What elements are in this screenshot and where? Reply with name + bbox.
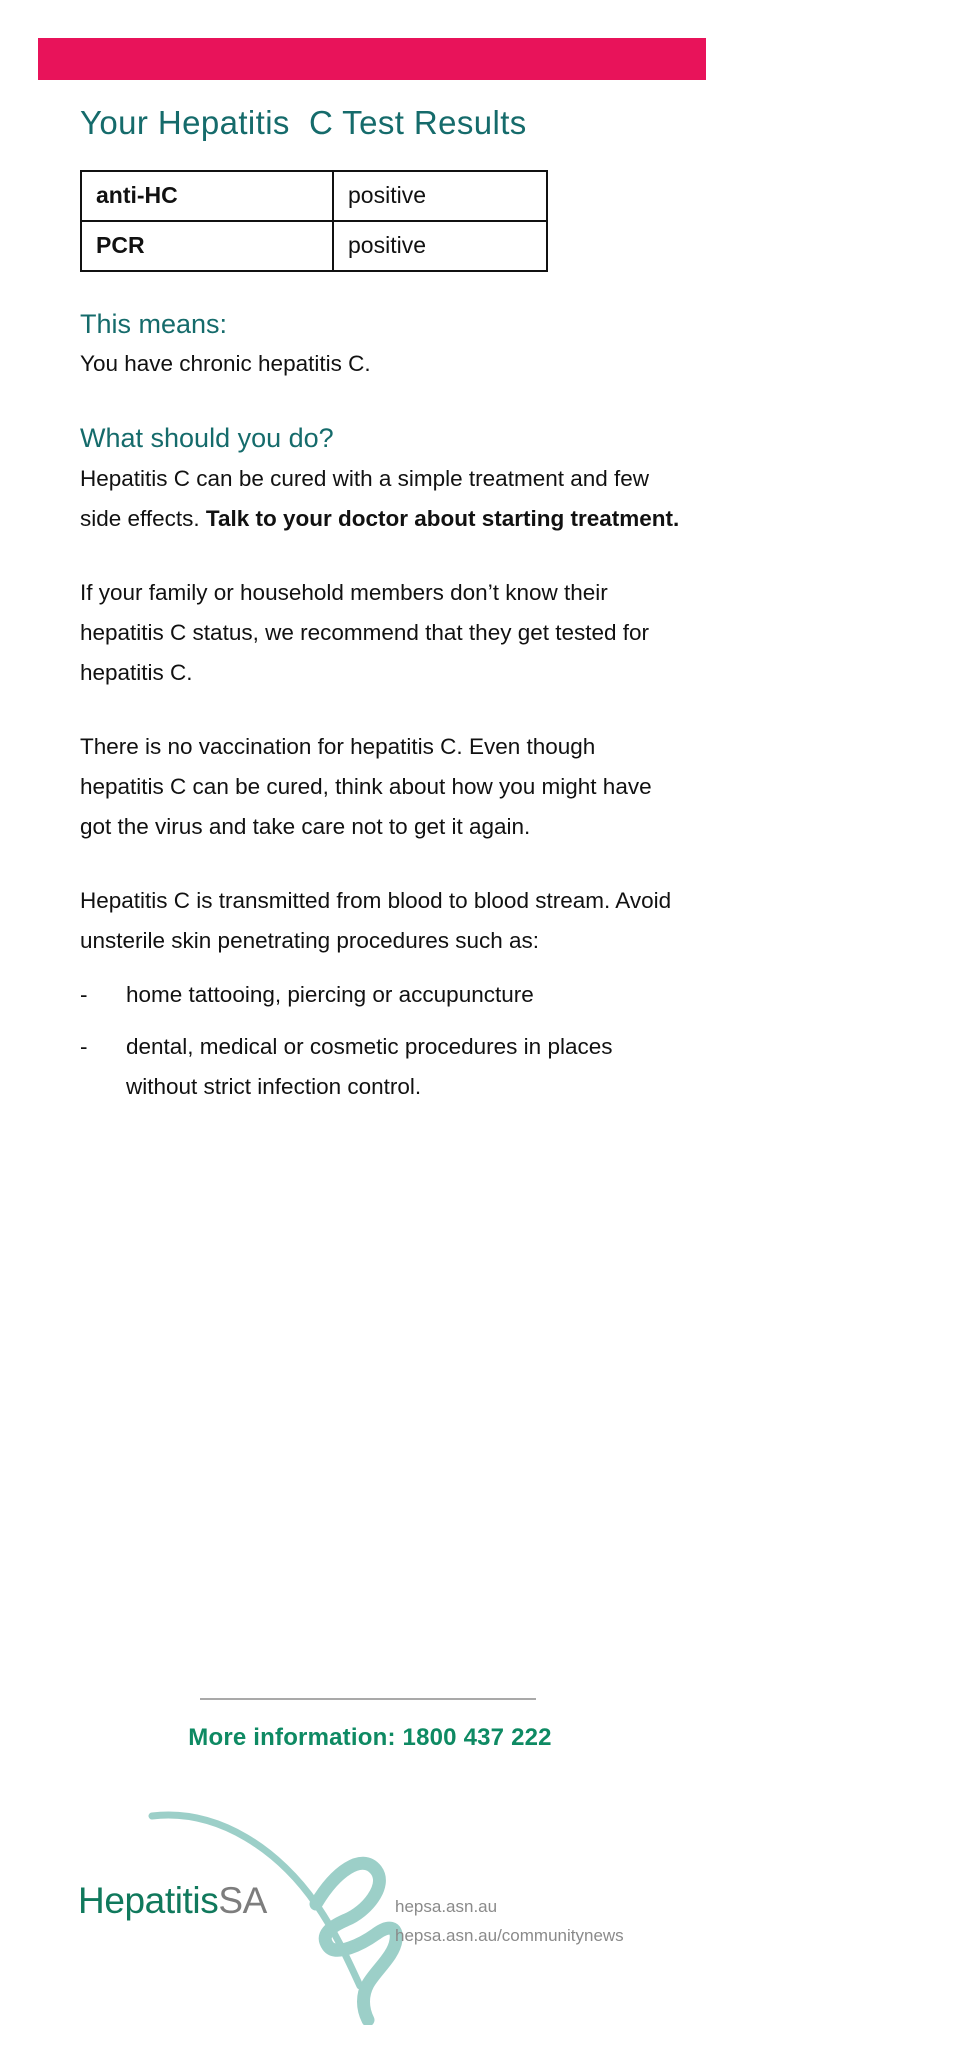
bullet-dash-icon: -	[80, 981, 88, 1007]
page-title: Your Hepatitis C Test Results	[80, 104, 527, 141]
treatment-paragraph	[80, 459, 680, 539]
this-means-body: You have chronic hepatitis C.	[80, 351, 371, 377]
website-url-communitynews[interactable]: hepsa.asn.au/communitynews	[395, 1926, 624, 1945]
logo-word-sa: SA	[218, 1880, 267, 1921]
test-name-cell: PCR	[81, 221, 333, 271]
bullet-dash-icon: -	[80, 1033, 88, 1059]
avoid-procedures-list	[80, 975, 680, 1107]
section-heading-this-means: This means:	[80, 308, 228, 339]
treatment-paragraph-emphasis: Talk to your doctor about starting treatment.	[205, 505, 680, 531]
footer-urls	[395, 1892, 624, 1950]
logo-word-hepatitis: Hepatitis	[78, 1880, 219, 1921]
top-banner	[38, 38, 706, 80]
vaccination-paragraph: There is no vaccination for hepatitis C. Even though hepatitis C can be cured, think about how you might have got the virus and take care not to get it again.	[80, 733, 652, 839]
test-result-cell: positive	[333, 221, 547, 271]
family-testing-paragraph: If your family or household members don’t know their hepatitis C status, we recommend that they get tested for hepatitis C.	[80, 579, 650, 685]
test-name-cell: anti-HC	[81, 171, 333, 221]
list-item-label: dental, medical or cosmetic procedures in places without strict infection control.	[126, 1033, 613, 1099]
test-results-table	[80, 170, 548, 272]
hepatitis-sa-logo	[70, 1800, 850, 2030]
list-item	[80, 1027, 680, 1107]
section-heading-what-should-you-do: What should you do?	[80, 423, 334, 454]
footer-divider	[200, 1698, 536, 1700]
more-information-line: More information: 1800 437 222	[188, 1724, 552, 1751]
test-result-cell: positive	[333, 171, 547, 221]
treatment-paragraph-lead: Hepatitis C can be cured with a simple treatment and few side effects.	[80, 465, 650, 531]
table-row	[81, 221, 547, 271]
document-content	[80, 104, 680, 1119]
list-item	[80, 975, 680, 1015]
website-url-primary[interactable]: hepsa.asn.au	[395, 1897, 498, 1916]
table-row	[81, 171, 547, 221]
logo-wordmark	[78, 1880, 267, 1922]
list-item-label: home tattooing, piercing or accupuncture	[126, 981, 534, 1007]
transmission-paragraph: Hepatitis C is transmitted from blood to blood stream. Avoid unsterile skin penetrating procedures such as:	[80, 887, 672, 953]
